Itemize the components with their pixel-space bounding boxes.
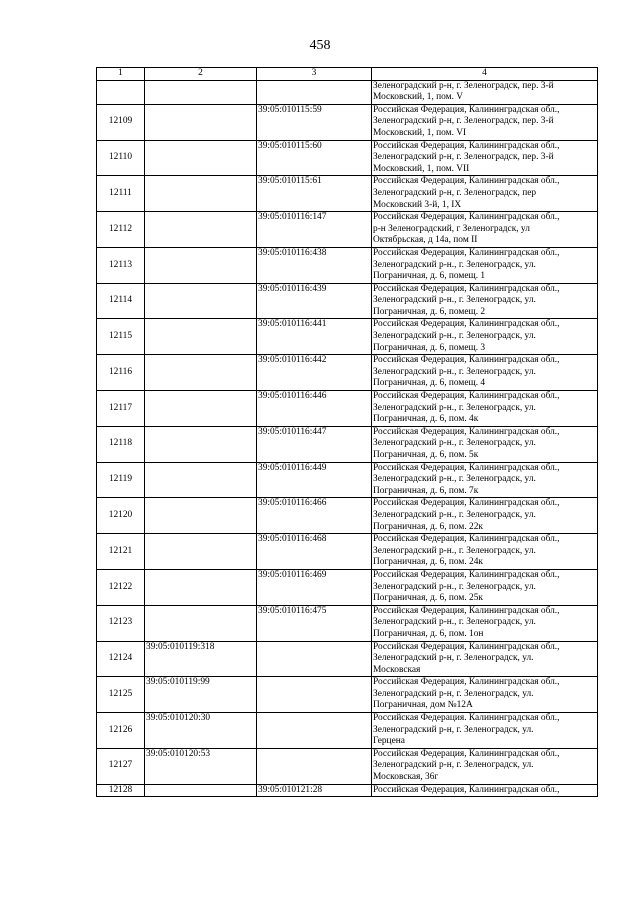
object-cadastral-number-cell: 39:05:010116:468 [257, 534, 372, 570]
address-cell [372, 391, 598, 427]
object-cadastral-number-cell [257, 748, 372, 784]
cadastral-number-cell: 39:05:010119:318 [145, 641, 257, 677]
table-row [97, 713, 598, 749]
address-line: Российская Федерация, Калининградская обл., [373, 677, 560, 688]
row-number-cell: 12111 [97, 176, 145, 212]
address-cell [372, 784, 598, 797]
address-line: Герцена [373, 736, 405, 747]
address-line: Зеленоградский р-н., г. Зеленоградск, ул. [373, 545, 536, 556]
address-line: Пограничная, д. 6, помещ. 3 [373, 342, 486, 353]
address-line: Пограничная, дом №12А [373, 700, 473, 711]
address-cell [372, 319, 598, 355]
row-number-cell: 12126 [97, 713, 145, 749]
row-number-cell: 12128 [97, 784, 145, 797]
row-number-cell [97, 80, 145, 104]
address-line: Российская Федерация, Калининградская обл., [373, 426, 560, 437]
address-cell [372, 212, 598, 248]
row-number-cell: 12115 [97, 319, 145, 355]
object-cadastral-number-cell [257, 677, 372, 713]
address-cell [372, 140, 598, 176]
address-line: Российская Федерация. Калининградская обл., [373, 713, 560, 724]
cadastral-number-cell [145, 355, 257, 391]
cadastral-number-cell [145, 426, 257, 462]
row-number-cell: 12127 [97, 748, 145, 784]
address-line: Зеленоградский р-н, г. Зеленоградск, ул. [373, 724, 534, 735]
address-line: Пограничная, д. 6, пом. 25к [373, 593, 483, 604]
cadastral-number-cell [145, 140, 257, 176]
table-row [97, 104, 598, 140]
object-cadastral-number-cell: 39:05:010121:28 [257, 784, 372, 797]
address-line: Октябрьская, д 14а, пом II [373, 235, 478, 246]
address-cell [372, 176, 598, 212]
address-line: Зеленоградский р-н., г. Зеленоградск, ул. [373, 331, 536, 342]
address-cell [372, 80, 598, 104]
address-line: Зеленоградский р-н, г. Зеленоградск, ул. [373, 653, 534, 664]
object-cadastral-number-cell [257, 713, 372, 749]
object-cadastral-number-cell: 39:05:010116:438 [257, 247, 372, 283]
address-cell [372, 641, 598, 677]
object-cadastral-number-cell: 39:05:010116:441 [257, 319, 372, 355]
table-row [97, 605, 598, 641]
address-line: Российская Федерация, Калининградская обл., [373, 498, 560, 509]
object-cadastral-number-cell: 39:05:010115:59 [257, 104, 372, 140]
address-cell [372, 426, 598, 462]
row-number-cell: 12119 [97, 462, 145, 498]
address-cell [372, 283, 598, 319]
address-line: Российская Федерация, Калининградская обл., [373, 462, 560, 473]
address-line: Зеленоградский р-н, г. Зеленоградск, пер. 3-й [373, 116, 554, 127]
table-row [97, 534, 598, 570]
cadastral-number-cell: 39:05:010119:99 [145, 677, 257, 713]
row-number-cell: 12113 [97, 247, 145, 283]
cadastral-number-cell [145, 605, 257, 641]
table-row [97, 391, 598, 427]
address-cell [372, 713, 598, 749]
row-number-cell: 12112 [97, 212, 145, 248]
row-number-cell: 12109 [97, 104, 145, 140]
address-line: Российская Федерация, Калининградская обл., [373, 534, 560, 545]
address-line: Российская Федерация, Калининградская обл., [373, 784, 560, 795]
address-line: Зеленоградский р-н., г. Зеленоградск, ул. [373, 366, 536, 377]
address-line: Пограничная, д. 6, пом. 7к [373, 485, 479, 496]
address-line: Московская [373, 664, 421, 675]
table-row [97, 784, 598, 797]
address-line: Зеленоградский р-н., г. Зеленоградск, ул. [373, 509, 536, 520]
table-row [97, 355, 598, 391]
address-line: Российская Федерация, Калининградская обл., [373, 176, 560, 187]
cadastral-number-cell [145, 212, 257, 248]
address-line: Российская Федерация, Калининградская обл., [373, 319, 560, 330]
address-line: Российская Федерация, Калининградская обл., [373, 283, 560, 294]
address-cell [372, 104, 598, 140]
address-line: Пограничная, д. 6, пом. 5к [373, 450, 479, 460]
table-row [97, 569, 598, 605]
address-line: Российская Федерация, Калининградская обл., [373, 569, 560, 580]
address-line: Зеленоградский р-н., г. Зеленоградск, ул. [373, 295, 536, 306]
address-line: Зеленоградский р-н, г. Зеленоградск, ул. [373, 688, 534, 699]
address-cell [372, 569, 598, 605]
table-row [97, 319, 598, 355]
row-number-cell: 12117 [97, 391, 145, 427]
page-number: 458 [309, 38, 331, 53]
table-row [97, 498, 598, 534]
address-line: Пограничная, д. 6, помещ. 2 [373, 306, 486, 317]
table-row [97, 748, 598, 784]
address-line: Зеленоградский р-н., г. Зеленоградск, ул. [373, 474, 536, 485]
address-cell [372, 534, 598, 570]
address-line: Зеленоградский р-н, г. Зеленоградск, пер [373, 187, 537, 198]
cadastral-number-cell [145, 104, 257, 140]
table-row [97, 212, 598, 248]
address-line: Российская Федерация, Калининградская обл., [373, 212, 560, 223]
row-number-cell: 12116 [97, 355, 145, 391]
address-line: Пограничная, д. 6, помещ. 1 [373, 271, 486, 282]
object-cadastral-number-cell: 39:05:010116:446 [257, 391, 372, 427]
table-header-row [97, 68, 598, 81]
cadastral-number-cell: 39:05:010120:30 [145, 713, 257, 749]
object-cadastral-number-cell: 39:05:010116:439 [257, 283, 372, 319]
address-line: Зеленоградский р-н., г. Зеленоградск, ул. [373, 581, 536, 592]
row-number-cell: 12121 [97, 534, 145, 570]
table-row [97, 80, 598, 104]
address-line: Зеленоградский р-н., г. Зеленоградск, ул. [373, 617, 536, 628]
address-line: Зеленоградский р-н., г. Зеленоградск, ул. [373, 438, 536, 449]
cadastral-number-cell [145, 534, 257, 570]
address-line: Российская Федерация, Калининградская обл., [373, 247, 560, 258]
address-line: Московский, 1, пом. VI [373, 127, 467, 138]
cadastral-number-cell [145, 283, 257, 319]
table-row [97, 283, 598, 319]
table-row [97, 140, 598, 176]
object-cadastral-number-cell: 39:05:010116:442 [257, 355, 372, 391]
address-cell [372, 498, 598, 534]
address-line: Российская Федерация, Калининградская обл., [373, 140, 560, 151]
cadastral-number-cell [145, 784, 257, 797]
address-line: Российская Федерация, Калининградская обл., [373, 355, 560, 366]
address-line: Московский 3-й, 1, IX [373, 199, 462, 210]
object-cadastral-number-cell [257, 641, 372, 677]
address-line: Российская Федерация, Калининградская обл., [373, 641, 560, 652]
address-cell [372, 748, 598, 784]
row-number-cell: 12118 [97, 426, 145, 462]
address-line: Московский, 1, пом. V [373, 92, 464, 103]
cadastral-number-cell [145, 80, 257, 104]
row-number-cell: 12122 [97, 569, 145, 605]
row-number-cell: 12124 [97, 641, 145, 677]
object-cadastral-number-cell: 39:05:010115:60 [257, 140, 372, 176]
address-line: Зеленоградский р-н., г. Зеленоградск, ул. [373, 259, 536, 270]
table-row [97, 462, 598, 498]
cadastral-number-cell [145, 569, 257, 605]
address-cell [372, 605, 598, 641]
table-row [97, 426, 598, 462]
table-row [97, 176, 598, 212]
object-cadastral-number-cell [257, 80, 372, 104]
address-line: Пограничная, д. 6, помещ. 4 [373, 378, 486, 389]
column-header: 2 [145, 68, 257, 81]
column-header: 4 [372, 68, 598, 81]
address-line: Российская Федерация, Калининградская обл., [373, 605, 560, 616]
cadastral-number-cell [145, 319, 257, 355]
address-line: Зеленоградский р-н, г. Зеленоградск, пер. 3-й [373, 152, 554, 163]
table-row [97, 641, 598, 677]
cadastral-number-cell [145, 176, 257, 212]
cadastral-number-cell [145, 247, 257, 283]
address-line: Российская Федерация, Калининградская обл., [373, 748, 560, 759]
address-line: Пограничная, д. 6, пом. 24к [373, 557, 483, 568]
address-line: р-н Зеленоградский, г Зеленоградск, ул [373, 223, 530, 234]
object-cadastral-number-cell: 39:05:010116:466 [257, 498, 372, 534]
row-number-cell: 12125 [97, 677, 145, 713]
address-line: Зеленоградский р-н, г. Зеленоградск, ул. [373, 760, 534, 771]
cadastral-number-cell [145, 498, 257, 534]
table-body [97, 68, 598, 797]
object-cadastral-number-cell: 39:05:010116:147 [257, 212, 372, 248]
table-row [97, 247, 598, 283]
address-line: Московский, 1, пом. VII [373, 163, 470, 174]
address-line: Зеленоградский р-н, г. Зеленоградск, пер. 3-й [373, 80, 554, 91]
address-line: Московская, 36г [373, 772, 439, 783]
address-cell [372, 462, 598, 498]
row-number-cell: 12114 [97, 283, 145, 319]
address-cell [372, 247, 598, 283]
object-cadastral-number-cell: 39:05:010116:469 [257, 569, 372, 605]
column-header: 1 [97, 68, 145, 81]
object-cadastral-number-cell: 39:05:010115:61 [257, 176, 372, 212]
object-cadastral-number-cell: 39:05:010116:475 [257, 605, 372, 641]
cadastral-number-cell [145, 391, 257, 427]
address-cell [372, 355, 598, 391]
row-number-cell: 12123 [97, 605, 145, 641]
cadastral-registry-table [96, 67, 598, 797]
row-number-cell: 12110 [97, 140, 145, 176]
table-row [97, 677, 598, 713]
object-cadastral-number-cell: 39:05:010116:447 [257, 426, 372, 462]
address-line: Пограничная, д. 6, пом. 4к [373, 414, 479, 425]
address-line: Российская Федерация, Калининградская обл., [373, 391, 560, 402]
address-line: Российская Федерация, Калининградская обл., [373, 104, 560, 115]
cadastral-number-cell [145, 462, 257, 498]
cadastral-number-cell: 39:05:010120:53 [145, 748, 257, 784]
address-line: Зеленоградский р-н., г. Зеленоградск, ул. [373, 402, 536, 413]
column-header: 3 [257, 68, 372, 81]
row-number-cell: 12120 [97, 498, 145, 534]
address-line: Пограничная, д. 6, пом. 1он [373, 628, 484, 639]
address-line: Пограничная, д. 6, пом. 22к [373, 521, 483, 532]
object-cadastral-number-cell: 39:05:010116:449 [257, 462, 372, 498]
address-cell [372, 677, 598, 713]
